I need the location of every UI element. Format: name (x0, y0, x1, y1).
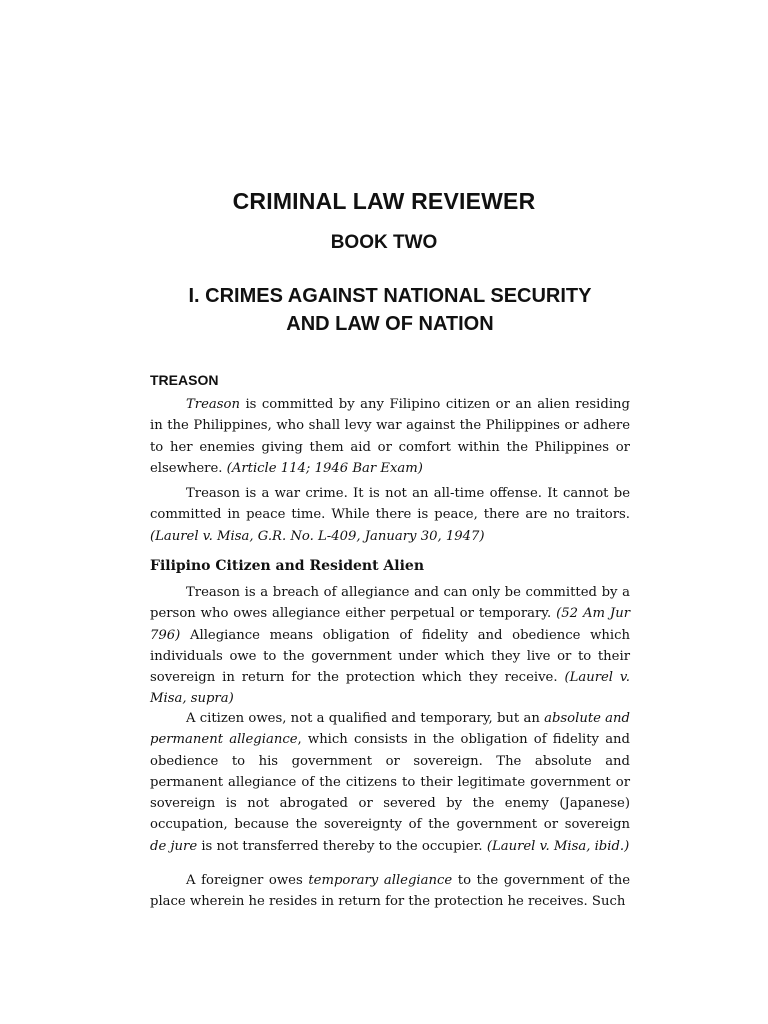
paragraph-citizen-allegiance (150, 708, 630, 857)
text: to the government of the place wherein he resides in return for the protection he receives. Such (150, 873, 630, 910)
text: Allegiance means obligation of fidelity and obedience which individuals owe to the government under which they live or to their sovereign in return for the protection which they receive. (150, 627, 630, 686)
document-title: CRIMINAL LAW REVIEWER (232, 188, 536, 214)
section-heading-treason: TREASON (150, 372, 219, 388)
paragraph-war-crime (150, 483, 630, 547)
text: , which consists in the obligation of fidelity and obedience to his government or sovereign. The absolute and permanent allegiance of the citizens to their legitimate government or sovereign is not abrogated or severed by the enemy (Japanese) occupation, because the sovereignty of the government or sovereign (150, 732, 630, 833)
text: is committed by any Filipino citizen or an alien residing in the Philippines, who shall levy war against the Philippines or adhere to her enemies giving them aid or comfort within the Philippines or elsewhere. (150, 397, 630, 476)
citation: (52 Am Jur 796) (150, 606, 630, 643)
paragraph-allegiance (150, 582, 630, 710)
text: A foreigner owes (186, 873, 309, 888)
text-italic: temporary allegiance (308, 873, 453, 888)
paragraph-treason-definition (150, 394, 630, 479)
text: Treason is a war crime. It is not an all-time offense. It cannot be committed in peace time. While there is peace, there are no traitors. (150, 486, 630, 523)
chapter-heading-line-1: I. CRIMES AGAINST NATIONAL SECURITY (188, 285, 592, 307)
chapter-heading-line-2: AND LAW OF NATION (286, 313, 494, 335)
text: Treason is a breach of allegiance and can only be committed by a person who owes allegiance either perpetual or temporary. (150, 585, 630, 622)
text: A citizen owes, not a qualified and temporary, but an (186, 711, 545, 726)
citation: (Laurel v. Misa, supra) (150, 670, 630, 707)
citation: (Laurel v. Misa, G.R. No. L-409, January 30, 1947) (150, 528, 485, 544)
text-italic: Treason (186, 397, 240, 412)
citation: (Laurel v. Misa, ibid.) (486, 838, 630, 854)
text-italic: de jure (150, 838, 198, 854)
text: is not transferred thereby to the occupier. (197, 838, 487, 854)
text-italic: absolute and permanent allegiance (150, 711, 630, 748)
book-heading: BOOK TWO (330, 232, 438, 253)
chapter-heading (0, 282, 768, 338)
subsection-heading: Filipino Citizen and Resident Alien (150, 558, 425, 574)
paragraph-foreigner-allegiance (150, 870, 630, 913)
citation: (Article 114; 1946 Bar Exam) (226, 460, 423, 476)
